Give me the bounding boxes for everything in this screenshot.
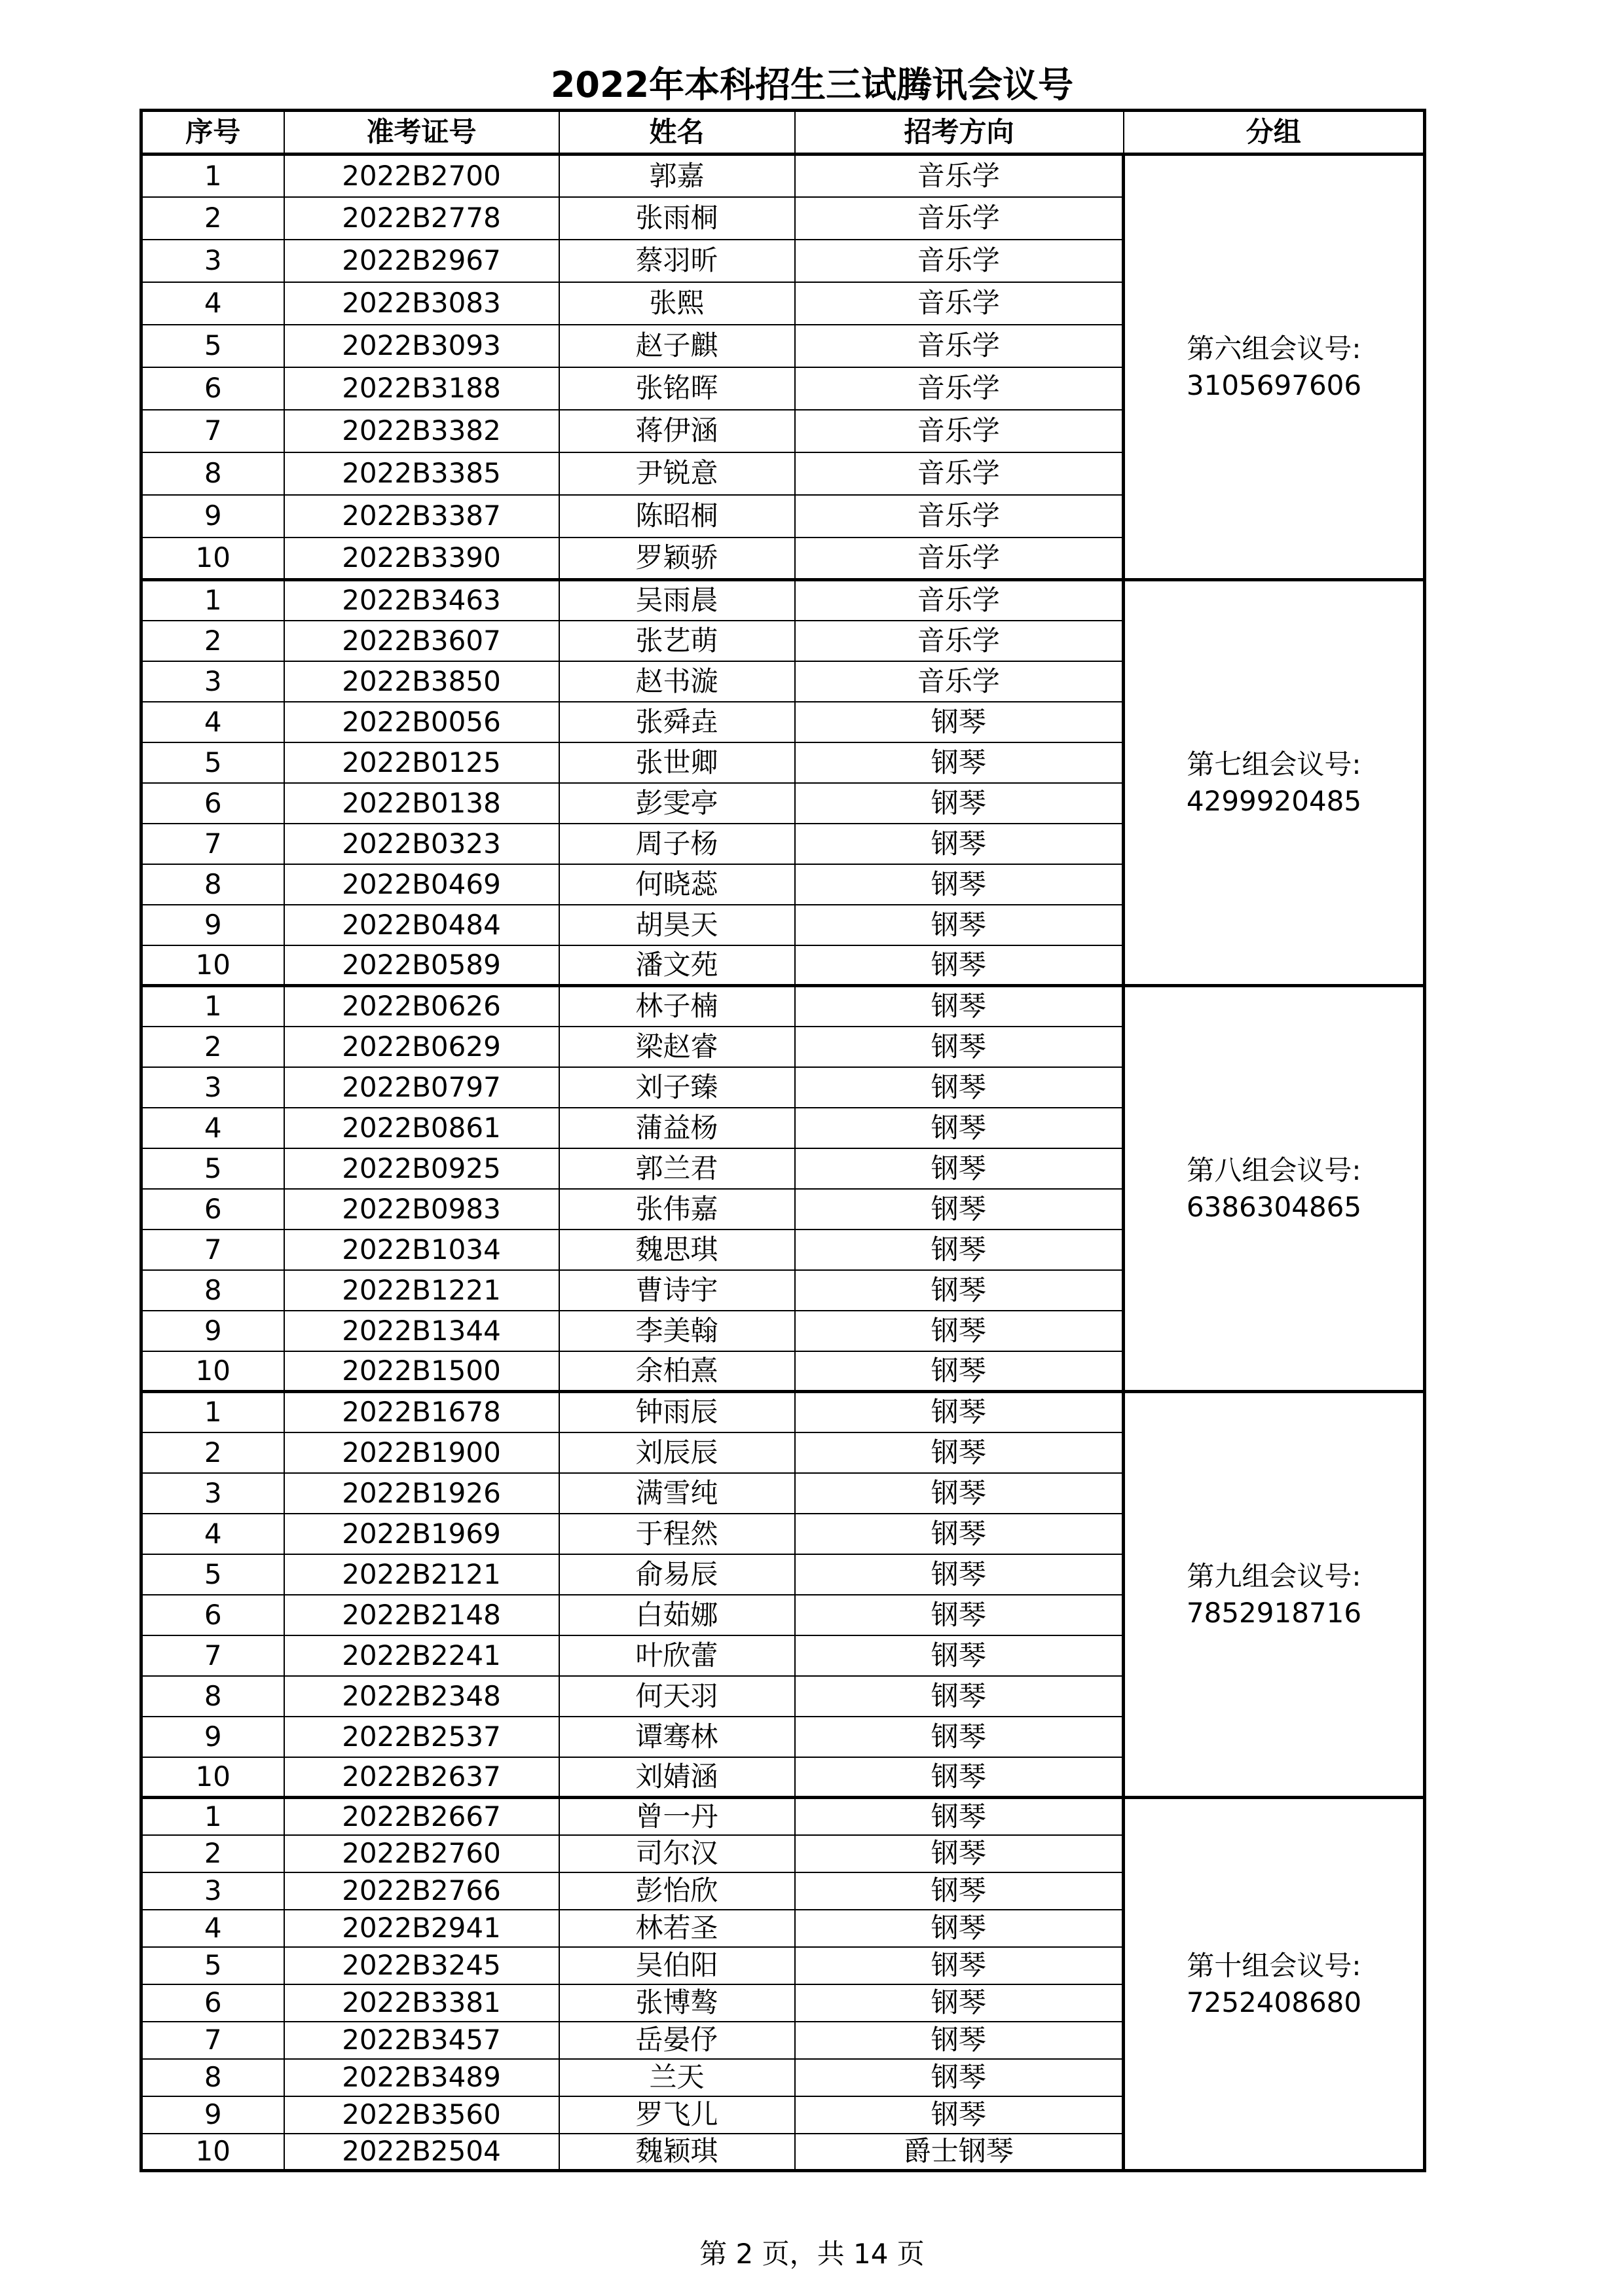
- exam-id-cell: 2022B3560: [284, 2096, 559, 2134]
- name-cell: 林子楠: [559, 986, 795, 1027]
- col-header-seq: 序号: [141, 111, 284, 155]
- major-cell: 钢琴: [795, 1872, 1124, 1910]
- major-cell: 音乐学: [795, 661, 1124, 702]
- seq-cell: 7: [141, 1230, 284, 1270]
- name-cell: 张博骜: [559, 1984, 795, 2022]
- major-cell: 钢琴: [795, 1676, 1124, 1717]
- group-label: 第九组会议号:: [1187, 1559, 1361, 1592]
- exam-id-cell: 2022B3093: [284, 325, 559, 367]
- name-cell: 蒋伊涵: [559, 410, 795, 452]
- name-cell: 谭骞林: [559, 1717, 795, 1757]
- name-cell: 胡昊天: [559, 905, 795, 945]
- major-cell: 钢琴: [795, 1473, 1124, 1514]
- name-cell: 何天羽: [559, 1676, 795, 1717]
- exam-id-cell: 2022B2348: [284, 1676, 559, 1717]
- name-cell: 魏颖琪: [559, 2134, 795, 2171]
- exam-id-cell: 2022B2967: [284, 240, 559, 282]
- exam-id-cell: 2022B2241: [284, 1635, 559, 1676]
- name-cell: 张世卿: [559, 742, 795, 783]
- seq-cell: 4: [141, 1910, 284, 1947]
- seq-cell: 5: [141, 325, 284, 367]
- exam-id-cell: 2022B3083: [284, 282, 559, 325]
- name-cell: 于程然: [559, 1514, 795, 1554]
- name-cell: 白茹娜: [559, 1595, 795, 1635]
- name-cell: 张铭晖: [559, 367, 795, 410]
- seq-cell: 8: [141, 2059, 284, 2096]
- seq-cell: 10: [141, 945, 284, 986]
- seq-cell: 10: [141, 2134, 284, 2171]
- seq-cell: 1: [141, 580, 284, 621]
- seq-cell: 4: [141, 1514, 284, 1554]
- seq-cell: 2: [141, 621, 284, 661]
- exam-id-cell: 2022B2537: [284, 1717, 559, 1757]
- seq-cell: 3: [141, 661, 284, 702]
- exam-id-cell: 2022B3387: [284, 495, 559, 538]
- major-cell: 钢琴: [795, 1189, 1124, 1230]
- seq-cell: 2: [141, 1835, 284, 1872]
- seq-cell: 3: [141, 240, 284, 282]
- name-cell: 魏思琪: [559, 1230, 795, 1270]
- name-cell: 叶欣蕾: [559, 1635, 795, 1676]
- name-cell: 李美翰: [559, 1311, 795, 1351]
- seq-cell: 1: [141, 986, 284, 1027]
- seq-cell: 10: [141, 1351, 284, 1392]
- seq-cell: 1: [141, 1392, 284, 1432]
- group-label: 第六组会议号:: [1187, 332, 1361, 365]
- major-cell: 钢琴: [795, 1947, 1124, 1984]
- exam-id-cell: 2022B3390: [284, 538, 559, 580]
- major-cell: 音乐学: [795, 155, 1124, 197]
- candidate-table: [139, 109, 1426, 2172]
- name-cell: 张舜垚: [559, 702, 795, 742]
- major-cell: 钢琴: [795, 2096, 1124, 2134]
- exam-id-cell: 2022B2148: [284, 1595, 559, 1635]
- name-cell: 潘文苑: [559, 945, 795, 986]
- header-row: [141, 111, 1425, 155]
- exam-id-cell: 2022B2121: [284, 1554, 559, 1595]
- seq-cell: 5: [141, 1554, 284, 1595]
- table-row: [141, 155, 1425, 197]
- name-cell: 赵书漩: [559, 661, 795, 702]
- name-cell: 余柏熹: [559, 1351, 795, 1392]
- major-cell: 钢琴: [795, 1798, 1124, 1835]
- seq-cell: 4: [141, 1108, 284, 1148]
- major-cell: 钢琴: [795, 1392, 1124, 1432]
- col-header-name: 姓名: [559, 111, 795, 155]
- major-cell: 音乐学: [795, 367, 1124, 410]
- name-cell: 林若圣: [559, 1910, 795, 1947]
- major-cell: 钢琴: [795, 742, 1124, 783]
- meeting-id: 7852918716: [1186, 1596, 1362, 1629]
- major-cell: 音乐学: [795, 538, 1124, 580]
- major-cell: 钢琴: [795, 1311, 1124, 1351]
- exam-id-cell: 2022B1221: [284, 1270, 559, 1311]
- major-cell: 钢琴: [795, 1835, 1124, 1872]
- group-meeting-cell: [1124, 155, 1425, 580]
- seq-cell: 5: [141, 1148, 284, 1189]
- major-cell: 钢琴: [795, 783, 1124, 824]
- name-cell: 罗颖骄: [559, 538, 795, 580]
- exam-id-cell: 2022B1344: [284, 1311, 559, 1351]
- name-cell: 张熙: [559, 282, 795, 325]
- name-cell: 郭兰君: [559, 1148, 795, 1189]
- seq-cell: 2: [141, 197, 284, 240]
- seq-cell: 7: [141, 1635, 284, 1676]
- seq-cell: 6: [141, 367, 284, 410]
- exam-id-cell: 2022B1034: [284, 1230, 559, 1270]
- exam-id-cell: 2022B0138: [284, 783, 559, 824]
- major-cell: 钢琴: [795, 702, 1124, 742]
- exam-id-cell: 2022B3457: [284, 2022, 559, 2059]
- seq-cell: 8: [141, 1676, 284, 1717]
- meeting-id: 4299920485: [1186, 784, 1362, 817]
- major-cell: 钢琴: [795, 1984, 1124, 2022]
- major-cell: 钢琴: [795, 1230, 1124, 1270]
- major-cell: 钢琴: [795, 1554, 1124, 1595]
- group-meeting-cell: [1124, 580, 1425, 986]
- seq-cell: 7: [141, 824, 284, 864]
- exam-id-cell: 2022B3850: [284, 661, 559, 702]
- name-cell: 蒲益杨: [559, 1108, 795, 1148]
- name-cell: 张艺萌: [559, 621, 795, 661]
- seq-cell: 4: [141, 282, 284, 325]
- seq-cell: 6: [141, 1595, 284, 1635]
- meeting-id: 3105697606: [1186, 369, 1362, 401]
- meeting-id: 6386304865: [1186, 1190, 1362, 1223]
- major-cell: 音乐学: [795, 325, 1124, 367]
- name-cell: 梁赵睿: [559, 1027, 795, 1067]
- exam-id-cell: 2022B0589: [284, 945, 559, 986]
- exam-id-cell: 2022B1969: [284, 1514, 559, 1554]
- name-cell: 满雪纯: [559, 1473, 795, 1514]
- name-cell: 张伟嘉: [559, 1189, 795, 1230]
- exam-id-cell: 2022B0469: [284, 864, 559, 905]
- group-meeting-cell: [1124, 1392, 1425, 1798]
- exam-id-cell: 2022B2667: [284, 1798, 559, 1835]
- seq-cell: 1: [141, 1798, 284, 1835]
- exam-id-cell: 2022B0629: [284, 1027, 559, 1067]
- major-cell: 音乐学: [795, 410, 1124, 452]
- group-label: 第十组会议号:: [1187, 1949, 1361, 1982]
- exam-id-cell: 2022B3188: [284, 367, 559, 410]
- name-cell: 曹诗宇: [559, 1270, 795, 1311]
- name-cell: 彭雯亭: [559, 783, 795, 824]
- major-cell: 钢琴: [795, 2022, 1124, 2059]
- name-cell: 郭嘉: [559, 155, 795, 197]
- major-cell: 钢琴: [795, 986, 1124, 1027]
- major-cell: 钢琴: [795, 1432, 1124, 1473]
- major-cell: 音乐学: [795, 580, 1124, 621]
- exam-id-cell: 2022B1678: [284, 1392, 559, 1432]
- group-meeting-cell: [1124, 1798, 1425, 2171]
- seq-cell: 3: [141, 1067, 284, 1108]
- seq-cell: 9: [141, 1311, 284, 1351]
- major-cell: 爵士钢琴: [795, 2134, 1124, 2171]
- exam-id-cell: 2022B2941: [284, 1910, 559, 1947]
- table-row: [141, 580, 1425, 621]
- table-header: [141, 111, 1425, 155]
- seq-cell: 9: [141, 2096, 284, 2134]
- name-cell: 罗飞儿: [559, 2096, 795, 2134]
- major-cell: 钢琴: [795, 1757, 1124, 1798]
- seq-cell: 2: [141, 1027, 284, 1067]
- table-row: [141, 1798, 1425, 1835]
- major-cell: 音乐学: [795, 282, 1124, 325]
- exam-id-cell: 2022B3489: [284, 2059, 559, 2096]
- seq-cell: 6: [141, 783, 284, 824]
- major-cell: 音乐学: [795, 197, 1124, 240]
- name-cell: 周子杨: [559, 824, 795, 864]
- major-cell: 钢琴: [795, 1067, 1124, 1108]
- seq-cell: 10: [141, 1757, 284, 1798]
- exam-id-cell: 2022B0797: [284, 1067, 559, 1108]
- table-row: [141, 1392, 1425, 1432]
- major-cell: 钢琴: [795, 1027, 1124, 1067]
- exam-id-cell: 2022B3245: [284, 1947, 559, 1984]
- seq-cell: 9: [141, 495, 284, 538]
- name-cell: 彭怡欣: [559, 1872, 795, 1910]
- name-cell: 司尔汉: [559, 1835, 795, 1872]
- seq-cell: 7: [141, 2022, 284, 2059]
- name-cell: 赵子麒: [559, 325, 795, 367]
- seq-cell: 5: [141, 742, 284, 783]
- exam-id-cell: 2022B3381: [284, 1984, 559, 2022]
- seq-cell: 3: [141, 1872, 284, 1910]
- major-cell: 钢琴: [795, 1108, 1124, 1148]
- seq-cell: 10: [141, 538, 284, 580]
- exam-id-cell: 2022B3607: [284, 621, 559, 661]
- group-label: 第八组会议号:: [1187, 1154, 1361, 1186]
- exam-id-cell: 2022B1926: [284, 1473, 559, 1514]
- seq-cell: 5: [141, 1947, 284, 1984]
- exam-id-cell: 2022B1500: [284, 1351, 559, 1392]
- exam-id-cell: 2022B1900: [284, 1432, 559, 1473]
- name-cell: 钟雨辰: [559, 1392, 795, 1432]
- major-cell: 钢琴: [795, 1635, 1124, 1676]
- major-cell: 钢琴: [795, 1910, 1124, 1947]
- exam-id-cell: 2022B0626: [284, 986, 559, 1027]
- group-meeting-cell: [1124, 986, 1425, 1392]
- name-cell: 尹锐意: [559, 452, 795, 495]
- group-label: 第七组会议号:: [1187, 748, 1361, 780]
- name-cell: 兰天: [559, 2059, 795, 2096]
- name-cell: 俞易辰: [559, 1554, 795, 1595]
- name-cell: 刘子臻: [559, 1067, 795, 1108]
- major-cell: 钢琴: [795, 864, 1124, 905]
- major-cell: 音乐学: [795, 240, 1124, 282]
- major-cell: 钢琴: [795, 1514, 1124, 1554]
- exam-id-cell: 2022B3463: [284, 580, 559, 621]
- exam-id-cell: 2022B2700: [284, 155, 559, 197]
- col-header-exam-id: 准考证号: [284, 111, 559, 155]
- seq-cell: 4: [141, 702, 284, 742]
- seq-cell: 9: [141, 1717, 284, 1757]
- exam-id-cell: 2022B0925: [284, 1148, 559, 1189]
- major-cell: 钢琴: [795, 824, 1124, 864]
- major-cell: 钢琴: [795, 1148, 1124, 1189]
- exam-id-cell: 2022B2766: [284, 1872, 559, 1910]
- name-cell: 刘辰辰: [559, 1432, 795, 1473]
- exam-id-cell: 2022B0484: [284, 905, 559, 945]
- major-cell: 钢琴: [795, 1717, 1124, 1757]
- exam-id-cell: 2022B0125: [284, 742, 559, 783]
- name-cell: 岳晏伃: [559, 2022, 795, 2059]
- seq-cell: 7: [141, 410, 284, 452]
- seq-cell: 3: [141, 1473, 284, 1514]
- page-footer: 第 2 页，共 14 页: [699, 2238, 925, 2270]
- major-cell: 音乐学: [795, 495, 1124, 538]
- name-cell: 刘婧涵: [559, 1757, 795, 1798]
- exam-id-cell: 2022B0056: [284, 702, 559, 742]
- exam-id-cell: 2022B2637: [284, 1757, 559, 1798]
- major-cell: 钢琴: [795, 1595, 1124, 1635]
- name-cell: 吴雨晨: [559, 580, 795, 621]
- name-cell: 陈昭桐: [559, 495, 795, 538]
- seq-cell: 8: [141, 452, 284, 495]
- exam-id-cell: 2022B0983: [284, 1189, 559, 1230]
- table-row: [141, 986, 1425, 1027]
- exam-id-cell: 2022B2504: [284, 2134, 559, 2171]
- seq-cell: 8: [141, 864, 284, 905]
- exam-id-cell: 2022B3382: [284, 410, 559, 452]
- name-cell: 吴伯阳: [559, 1947, 795, 1984]
- seq-cell: 6: [141, 1189, 284, 1230]
- name-cell: 何晓蕊: [559, 864, 795, 905]
- col-header-group: 分组: [1124, 111, 1425, 155]
- exam-id-cell: 2022B3385: [284, 452, 559, 495]
- exam-id-cell: 2022B2778: [284, 197, 559, 240]
- name-cell: 曾一丹: [559, 1798, 795, 1835]
- major-cell: 钢琴: [795, 1270, 1124, 1311]
- major-cell: 钢琴: [795, 2059, 1124, 2096]
- major-cell: 音乐学: [795, 621, 1124, 661]
- exam-id-cell: 2022B0861: [284, 1108, 559, 1148]
- seq-cell: 6: [141, 1984, 284, 2022]
- page-title: 2022年本科招生三试腾讯会议号: [550, 64, 1074, 105]
- seq-cell: 2: [141, 1432, 284, 1473]
- exam-id-cell: 2022B2760: [284, 1835, 559, 1872]
- major-cell: 钢琴: [795, 1351, 1124, 1392]
- meeting-id: 7252408680: [1186, 1986, 1362, 2018]
- name-cell: 张雨桐: [559, 197, 795, 240]
- seq-cell: 1: [141, 155, 284, 197]
- table-body: [141, 155, 1425, 2171]
- seq-cell: 9: [141, 905, 284, 945]
- major-cell: 钢琴: [795, 905, 1124, 945]
- exam-id-cell: 2022B0323: [284, 824, 559, 864]
- seq-cell: 8: [141, 1270, 284, 1311]
- major-cell: 钢琴: [795, 945, 1124, 986]
- col-header-major: 招考方向: [795, 111, 1124, 155]
- name-cell: 蔡羽昕: [559, 240, 795, 282]
- major-cell: 音乐学: [795, 452, 1124, 495]
